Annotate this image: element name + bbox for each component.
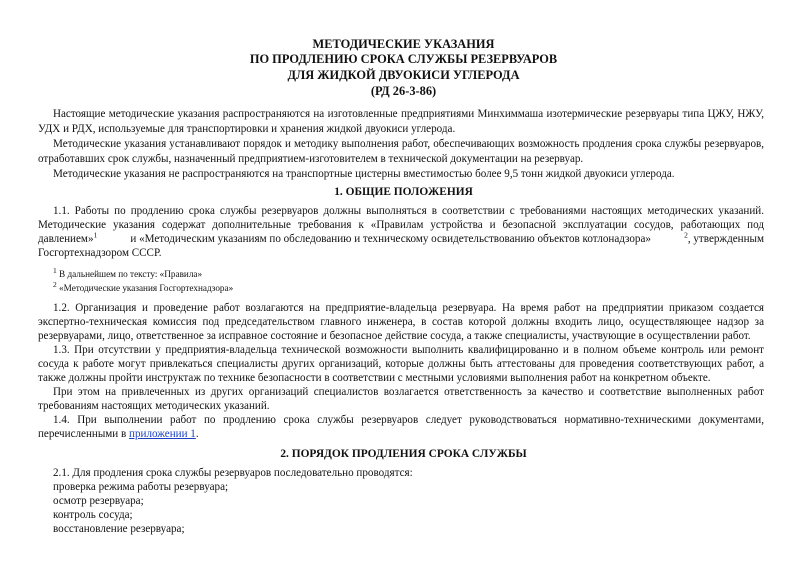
para-1-2-line1: 1.2. Организация и проведение работ возлагаются на предприятие-владельца резервуара. На время работ на предприятии приказом создается xyxy=(53,302,764,314)
para-1-4-line2 xyxy=(38,428,199,442)
para-1-1-line3-part-c xyxy=(684,230,764,247)
document-title-line3: ДЛЯ ЖИДКОЙ ДВУОКИСИ УГЛЕРОДА xyxy=(287,68,520,82)
para-1-3-line2: сосуда к работе могут привлекаться специалисты других организаций, которые должны быть аттестованы для проведения соответствующих работ, а xyxy=(38,358,764,370)
appendix-1-link[interactable]: приложении 1 xyxy=(129,428,196,440)
intro-p2-line2: отработавших срок службы, назначенный предприятием-изготовителем в технической документации на резервуар. xyxy=(38,153,584,165)
intro-p2-line1: Методические указания устанавливают порядок и методику выполнения работ, обеспечивающих возможность продления срока службы резервуаров, xyxy=(53,138,764,150)
para-1-1-line2: Методические указания содержат дополнительные требования к «Правилам устройства и безопасной эксплуатации сосудов, работающих под xyxy=(38,219,764,231)
list-item: восстановление резервуара; xyxy=(53,523,185,535)
footnote-1-marker: 1 xyxy=(53,265,57,275)
para-1-4-text: перечисленными в xyxy=(38,428,130,440)
para-1-3-line3: также должны пройти инструктаж по технике безопасности в соответствии с местными условиями выполнения работ на конкретном объекте. xyxy=(38,372,711,384)
document-code: (РД 26-3-86) xyxy=(370,84,437,98)
intro-p1-line2: УДХ и РДХ, используемые для транспортировки и хранения жидкой двуокиси углерода. xyxy=(38,123,456,135)
footnote-2-text: «Методические указания Госгортехнадзора» xyxy=(59,283,234,293)
footnote-ref-2: 2 xyxy=(684,230,688,240)
list-item: осмотр резервуара; xyxy=(53,495,144,507)
para-1-1-line4: Госгортехнадзором СССР. xyxy=(38,247,162,259)
para-1-1-line3-part-a xyxy=(38,230,98,247)
intro-p3-line1: Методические указания не распространяются на транспортные цистерны вместимостью более 9,5 тонн жидкой двуокиси углерода. xyxy=(53,168,675,180)
para-1-2-line2: экспертно-техническая комиссия под председательством главного инженера, в состав которой должны входить лицо, осуществляющее надзор за xyxy=(38,316,764,328)
document-title-line2: ПО ПРОДЛЕНИЮ СРОКА СЛУЖБЫ РЕЗЕРВУАРОВ xyxy=(249,52,558,66)
para-1-4-line1: 1.4. При выполнении работ по продлению срока службы резервуаров следует руководствоваться нормативно-техническими документами, xyxy=(53,414,764,426)
para-1-3b-line2: требованиям настоящих методических указаний. xyxy=(38,400,270,412)
para-1-4-period: . xyxy=(195,428,199,440)
para-1-3b-line1: При этом на привлеченных из других организаций специалистов возлагается ответственность за качество и соответствие выполненных работ xyxy=(53,386,764,398)
footnote-ref-1: 1 xyxy=(93,230,98,240)
intro-p1-line1: Настоящие методические указания распространяются на изготовленные предприятиями Минхиммаша изотермические резервуары типа ЦЖУ, НЖУ, xyxy=(53,108,764,120)
para-1-1-line3 xyxy=(38,230,764,247)
section-1-heading: 1. ОБЩИЕ ПОЛОЖЕНИЯ xyxy=(334,186,473,198)
para-1-1-line1: 1.1. Работы по продлению срока службы резервуаров должны выполняться в соответствии с требованиями настоящих методических указаний. xyxy=(53,205,764,217)
list-item: контроль сосуда; xyxy=(53,509,133,521)
footnote-1-text: В дальнейшем по тексту: «Правила» xyxy=(59,269,203,279)
list-item: проверка режима работы резервуара; xyxy=(53,481,229,493)
section-2-heading: 2. ПОРЯДОК ПРОДЛЕНИЯ СРОКА СЛУЖБЫ xyxy=(280,448,527,460)
text-pravila-title: давлением» xyxy=(38,233,94,245)
para-1-1-line3-part-b: и «Методическим указаниям по обследованию и техническому освидетельствованию объектов котлонадзора» xyxy=(130,233,651,245)
footnote-1 xyxy=(53,265,203,280)
text-approved: , утвержденным xyxy=(687,233,764,245)
footnote-2-marker: 2 xyxy=(53,279,57,289)
footnote-2 xyxy=(53,279,234,294)
para-1-3-line1: 1.3. При отсутствии у предприятия-владельца технической возможности выполнить квалифицированно и в полном объеме контроль или ремонт xyxy=(53,344,764,356)
document-title-line1: МЕТОДИЧЕСКИЕ УКАЗАНИЯ xyxy=(312,37,495,51)
para-2-1: 2.1. Для продления срока службы резервуаров последовательно проводятся: xyxy=(53,467,413,479)
para-1-2-line3: резервуарами, лицо, ответственное за исправное состояние и безопасное действие сосуда, а также специалисты, участвующие в осуществлении работ. xyxy=(38,330,751,342)
